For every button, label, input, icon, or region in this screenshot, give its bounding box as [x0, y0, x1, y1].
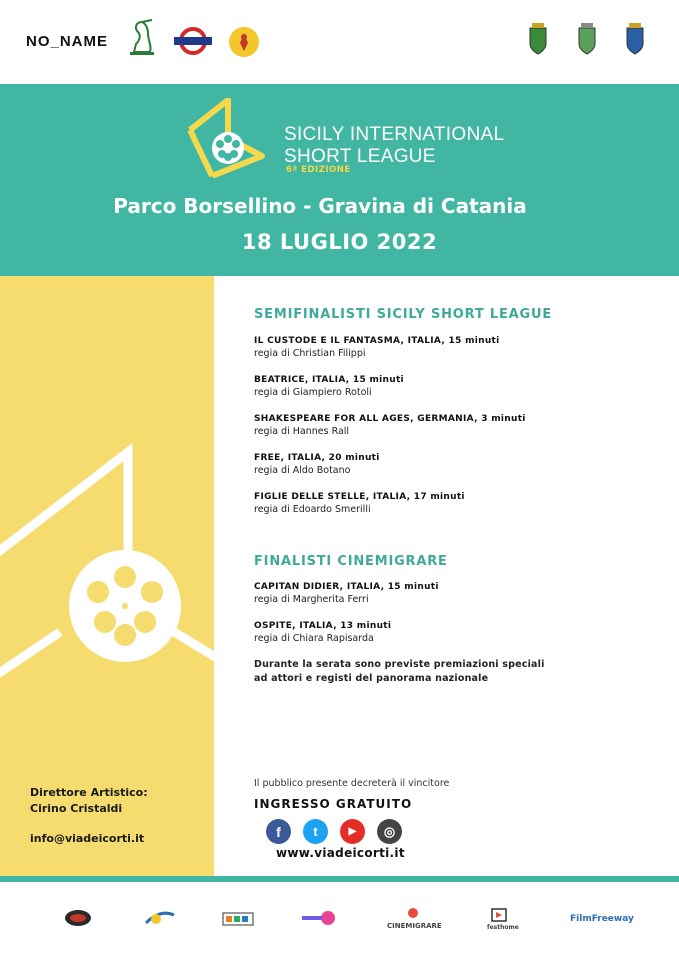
- festhome-logo-icon: [491, 908, 507, 922]
- special-awards-note: [254, 658, 545, 686]
- event-header: [0, 84, 679, 276]
- film-entry: [254, 453, 380, 476]
- cinemigrare-logo-icon: [406, 907, 420, 919]
- brand-title-line-2: SHORT LEAGUE: [284, 146, 436, 167]
- film-title: FIGLIE DELLE STELLE, ITALIA, 17 minuti: [254, 492, 465, 502]
- yellow-circle-logo-icon: [228, 26, 260, 58]
- film-entry: [254, 621, 391, 644]
- sponsor-logo-icon: [144, 907, 176, 929]
- film-director: regia di Chiara Rapisarda: [254, 633, 374, 644]
- film-title: SHAKESPEARE FOR ALL AGES, GERMANIA, 3 minuti: [254, 414, 526, 424]
- film-entry: [254, 492, 465, 515]
- film-director: regia di Giampiero Rotoli: [254, 387, 372, 398]
- municipal-crest-icon: [526, 22, 550, 56]
- audience-vote-note: Il pubblico presente decreterà il vincitore: [254, 778, 450, 789]
- top-logo-strip: [0, 0, 679, 84]
- filmfreeway-label: FilmFreeway: [570, 914, 634, 924]
- contact-email[interactable]: info@viadeicorti.it: [30, 832, 145, 845]
- twitter-icon[interactable]: t: [303, 819, 328, 844]
- note-line: ad attori e registi del panorama nazionale: [254, 673, 489, 684]
- facebook-icon[interactable]: f: [266, 819, 291, 844]
- municipal-crest-icon: [575, 22, 599, 56]
- note-line: Durante la serata sono previste premiazioni speciali: [254, 659, 545, 670]
- film-title: CAPITAN DIDIER, ITALIA, 15 minuti: [254, 582, 439, 592]
- website-link[interactable]: www.viadeicorti.it: [276, 846, 405, 860]
- film-title: IL CUSTODE E IL FANTASMA, ITALIA, 15 minuti: [254, 336, 500, 346]
- film-title: OSPITE, ITALIA, 13 minuti: [254, 621, 392, 631]
- artistic-director-label: Direttore Artistico:: [30, 786, 148, 799]
- decorative-film-reel-icon: [0, 436, 214, 736]
- film-entry: [254, 414, 526, 437]
- film-director: regia di Christian Filippi: [254, 348, 366, 359]
- edition-label: 6ª EDIZIONE: [286, 165, 351, 175]
- instagram-icon[interactable]: ◎: [377, 819, 402, 844]
- film-director: regia di Hannes Rall: [254, 426, 350, 437]
- event-date: 18 LUGLIO 2022: [241, 230, 438, 254]
- left-sidebar: [0, 276, 214, 876]
- heron-logo-icon: [122, 18, 162, 58]
- film-title: FREE, ITALIA, 20 minuti: [254, 453, 380, 463]
- festhome-label: festhome: [487, 924, 519, 931]
- film-reel-logo-icon: [184, 98, 266, 178]
- film-director: regia di Edoardo Smerilli: [254, 504, 371, 515]
- underground-roundel-icon: [174, 27, 212, 55]
- film-entry: [254, 582, 439, 605]
- venue: Parco Borsellino - Gravina di Catania: [113, 194, 527, 218]
- cinemigrare-label: CINEMIGRARE: [387, 922, 442, 930]
- artistic-director-name: Cirino Cristaldi: [30, 802, 123, 815]
- film-entry: [254, 336, 500, 359]
- sponsor-logo-icon: [222, 910, 254, 928]
- semifinalists-title: SEMIFINALISTI SICILY SHORT LEAGUE: [254, 307, 553, 322]
- municipal-crest-icon: [623, 22, 647, 56]
- brand-title-line-1: SICILY INTERNATIONAL: [284, 124, 505, 145]
- sponsor-logo-icon: [300, 908, 336, 928]
- sponsor-logo-icon: [64, 908, 92, 928]
- finalists-title: FINALISTI CINEMIGRARE: [254, 554, 448, 569]
- film-director: regia di Aldo Botano: [254, 465, 351, 476]
- film-director: regia di Margherita Ferri: [254, 594, 369, 605]
- free-entry-label: INGRESSO GRATUITO: [254, 797, 413, 811]
- youtube-icon[interactable]: ▶: [340, 819, 365, 844]
- film-entry: [254, 375, 404, 398]
- noname-logo: NO_NAME: [26, 33, 109, 50]
- film-title: BEATRICE, ITALIA, 15 minuti: [254, 375, 404, 385]
